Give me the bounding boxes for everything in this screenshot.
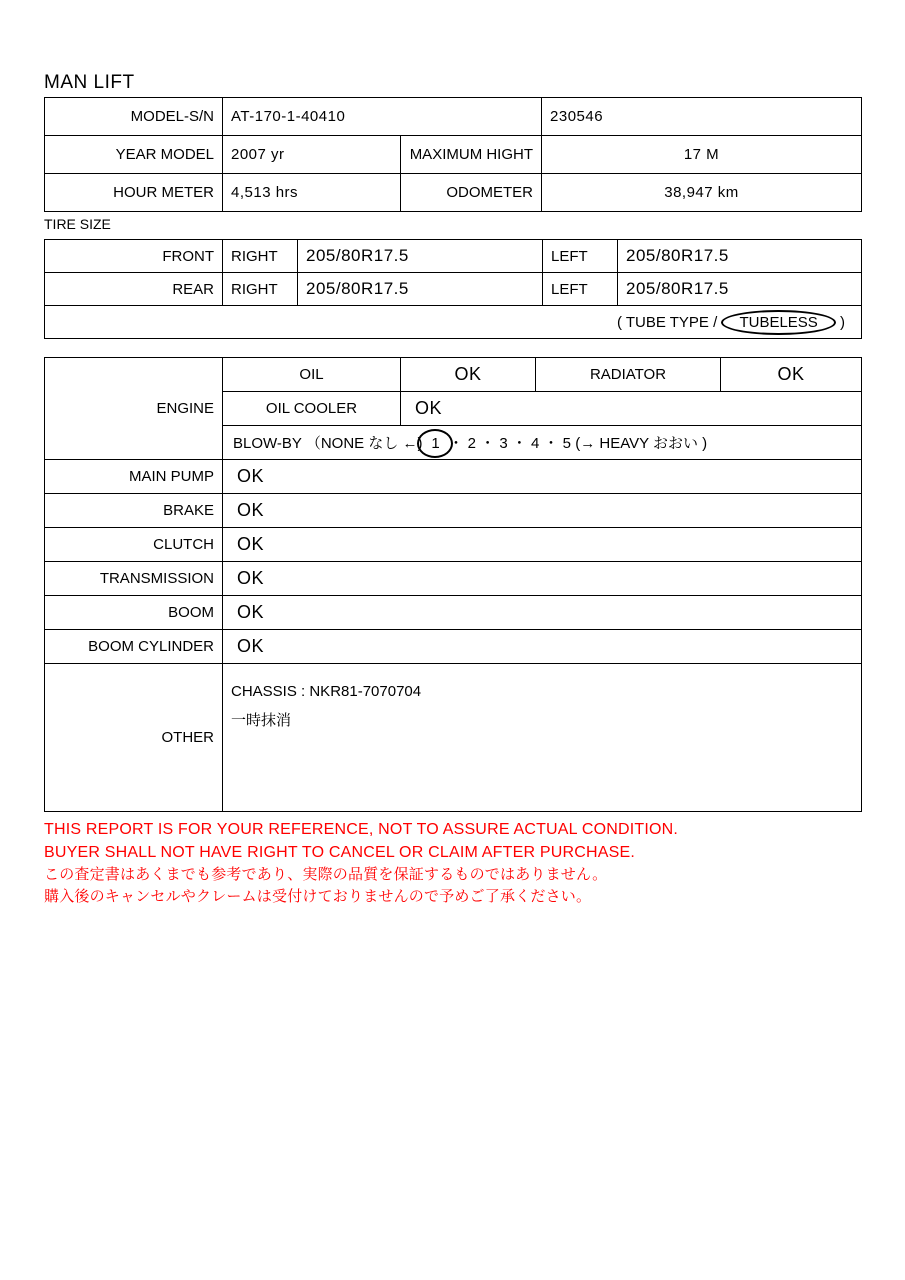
blowby-heavy-hint: (→ HEAVY おおい ) (575, 435, 708, 452)
radiator-value: OK (721, 358, 862, 392)
clutch-label: CLUTCH (45, 528, 223, 562)
boom-cylinder-label: BOOM CYLINDER (45, 630, 223, 664)
table-row (45, 306, 862, 339)
other-label: OTHER (45, 664, 223, 812)
max-height-value: 17 M (542, 136, 862, 174)
table-row (45, 630, 862, 664)
model-sn-label: MODEL-S/N (45, 98, 223, 136)
tire-table (44, 239, 862, 339)
odometer-label: ODOMETER (401, 174, 542, 212)
oil-label: OIL (223, 358, 401, 392)
table-row (45, 240, 862, 273)
oil-cooler-value: OK (401, 392, 862, 426)
tubeless-selection (721, 312, 835, 333)
table-row (45, 562, 862, 596)
blowby-selected-value: 1 (431, 435, 440, 452)
rear-label: REAR (45, 273, 223, 306)
blowby-selected (422, 435, 448, 452)
blowby-cell (223, 426, 862, 460)
table-row (45, 460, 862, 494)
table-row (45, 174, 862, 212)
radiator-label: RADIATOR (536, 358, 721, 392)
blowby-none-hint: （NONE なし ←) (305, 435, 423, 452)
table-row (45, 98, 862, 136)
blowby-scale: ・ 2 ・ 3 ・ 4 ・ 5 (448, 435, 572, 452)
page-title: MAN LIFT (44, 72, 135, 93)
table-row (45, 136, 862, 174)
clutch-value: OK (223, 528, 862, 562)
hour-meter-value: 4,513 hrs (223, 174, 401, 212)
tube-type-suffix: ) (840, 313, 845, 331)
engine-label: ENGINE (45, 358, 223, 460)
front-right-value: 205/80R17.5 (298, 240, 543, 273)
rear-left-label: LEFT (543, 273, 618, 306)
table-row (45, 664, 862, 812)
hour-meter-label: HOUR METER (45, 174, 223, 212)
table-row (45, 596, 862, 630)
main-pump-value: OK (223, 460, 862, 494)
main-pump-label: MAIN PUMP (45, 460, 223, 494)
table-row (45, 528, 862, 562)
odometer-value: 38,947 km (542, 174, 862, 212)
notice-line-2: BUYER SHALL NOT HAVE RIGHT TO CANCEL OR CLAIM AFTER PURCHASE. (44, 844, 635, 862)
tire-size-label: TIRE SIZE (44, 216, 111, 232)
spec-table (44, 97, 862, 212)
rear-left-value: 205/80R17.5 (618, 273, 862, 306)
brake-value: OK (223, 494, 862, 528)
table-row (45, 494, 862, 528)
notice-line-3: この査定書はあくまでも参考であり、実際の品質を保証するものではありません。 (44, 866, 608, 884)
tube-type-cell (45, 306, 862, 339)
front-left-label: LEFT (543, 240, 618, 273)
year-model-label: YEAR MODEL (45, 136, 223, 174)
front-left-value: 205/80R17.5 (618, 240, 862, 273)
transmission-label: TRANSMISSION (45, 562, 223, 596)
rear-right-value: 205/80R17.5 (298, 273, 543, 306)
front-right-label: RIGHT (223, 240, 298, 273)
tube-type-selected: TUBELESS (739, 313, 818, 331)
tube-type-prefix: ( TUBE TYPE / (616, 313, 718, 331)
other-chassis: CHASSIS : NKR81-7070704 (231, 683, 422, 700)
oil-cooler-label: OIL COOLER (223, 392, 401, 426)
table-row (45, 273, 862, 306)
other-note: 一時抹消 (231, 711, 292, 729)
brake-label: BRAKE (45, 494, 223, 528)
blowby-label: BLOW-BY (233, 435, 302, 452)
model-sn-value: AT-170-1-40410 (223, 98, 542, 136)
serial-value: 230546 (542, 98, 862, 136)
boom-value: OK (223, 596, 862, 630)
inspection-table (44, 357, 862, 812)
other-cell (223, 664, 862, 812)
transmission-value: OK (223, 562, 862, 596)
disclaimer-notice (44, 818, 678, 908)
boom-cylinder-value: OK (223, 630, 862, 664)
notice-line-4: 購入後のキャンセルやクレームは受付けておりませんので予めご了承ください。 (44, 888, 592, 906)
table-row (45, 358, 862, 392)
year-model-value: 2007 yr (223, 136, 401, 174)
max-height-label: MAXIMUM HIGHT (401, 136, 542, 174)
oil-value: OK (401, 358, 536, 392)
notice-line-1: THIS REPORT IS FOR YOUR REFERENCE, NOT TO ASSURE ACTUAL CONDITION. (44, 821, 679, 838)
rear-right-label: RIGHT (223, 273, 298, 306)
front-label: FRONT (45, 240, 223, 273)
boom-label: BOOM (45, 596, 223, 630)
